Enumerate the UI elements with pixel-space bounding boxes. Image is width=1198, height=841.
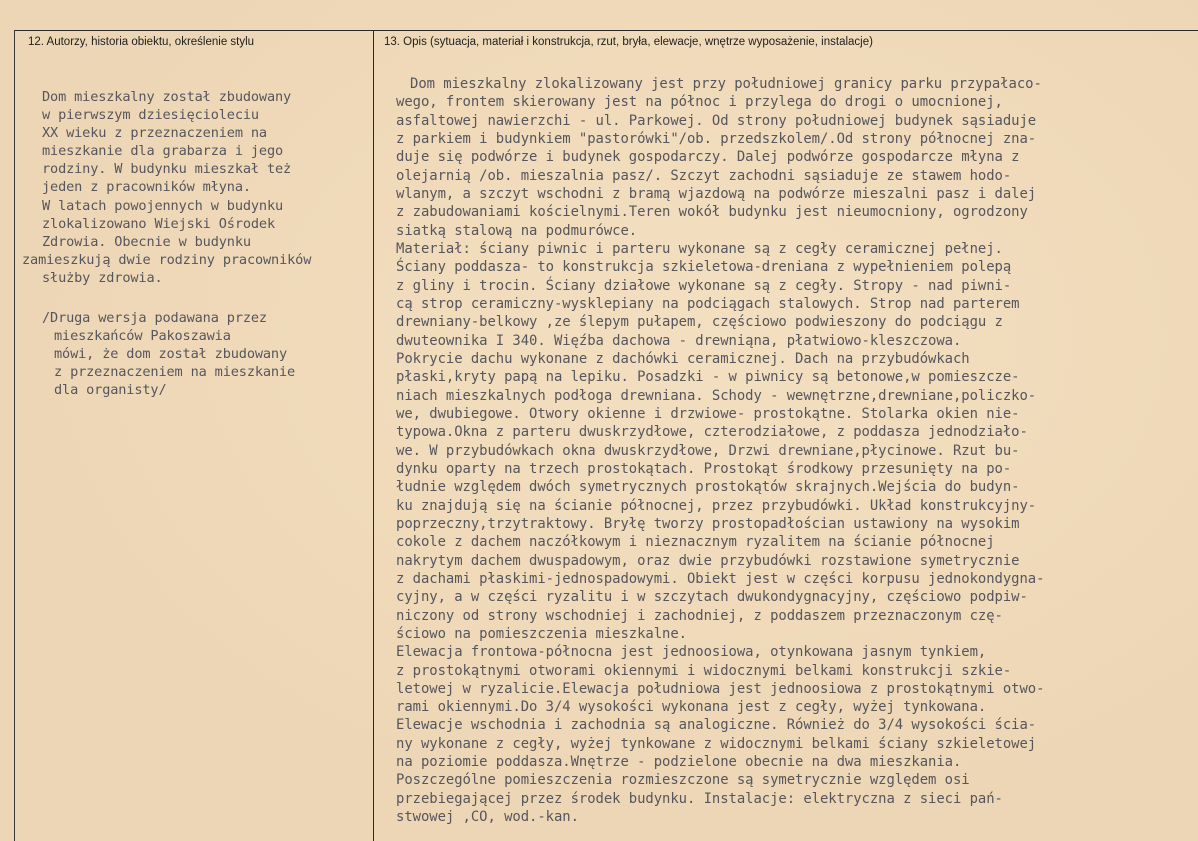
- description-line: wlanym, a szczyt wschodni z bramą wjazdową na podwórze mieszalni pasz i dalej: [396, 185, 1037, 202]
- description-line: cokole z dachem naczółkowym i nieznacznym ryzalitem na ścianie północnej: [396, 534, 995, 551]
- history-text-column: [18, 88, 311, 400]
- description-line: ku znajdują się na ścianie północnej, przez przybudówki. Układ konstrukcyjny-: [396, 497, 1037, 514]
- history-note-line: mówi, że dom został zbudowany: [54, 346, 287, 363]
- description-line: siatką stalową na podmurówce.: [396, 222, 638, 239]
- description-line: Materiał: ściany piwnic i parteru wykonane są z cegły ceramicznej pełnej.: [396, 240, 1003, 257]
- history-note-line: dla organisty/: [54, 382, 167, 399]
- description-line: niczony od strony wschodniej i zachodniej, z poddaszem przeznaczonym czę-: [396, 607, 1003, 624]
- description-line: Elewacja frontowa-północna jest jednoosiowa, otynkowana jasnym tynkiem,: [396, 644, 987, 661]
- description-line: z zabudowaniami kościelnymi.Teren wokół budynku jest nieumocniony, ogrodzony: [396, 204, 1028, 221]
- description-line: z prostokątnymi otworami okiennymi i widocznymi belkami konstrukcji szkie-: [396, 662, 1012, 679]
- description-line: olejarnią /ob. mieszalnia pasz/. Szczyt zachodni sąsiaduje ze stawem hodo-: [396, 167, 1012, 184]
- description-line: cyjny, a w części ryzalitu i w szczytach dwukondygnacyjny, częściowo podpiw-: [396, 589, 1028, 606]
- description-line: z dachami płaskimi-jednospadowymi. Obiekt jest w części korpusu jednokondygna-: [396, 570, 1045, 587]
- history-note-line: /Druga wersja podawana przez: [42, 310, 267, 327]
- description-line: dynku oparty na trzech prostokątach. Prostokąt środkowy przesunięty na po-: [396, 460, 1012, 477]
- description-line: wego, frontem skierowany jest na północ i przylega do drogi o umocnionej,: [396, 94, 1003, 111]
- description-line: niach mieszkalnych podłoga drewniana. Schody - wewnętrzne,drewniane,policzko-: [396, 387, 1037, 404]
- history-note-line: z przeznaczeniem na mieszkanie: [54, 364, 296, 381]
- form-left-border: [14, 30, 15, 841]
- description-line: łudnie względem dwóch symetrycznych prostokątów skrajnych.Wejścia do budyn-: [396, 479, 1020, 496]
- section-12-header: 12. Autorzy, historia obiektu, określenie stylu: [28, 36, 255, 48]
- description-line: typowa.Okna z parteru dwuskrzydłowe, czterodziałowe, z poddasza jednodziało-: [396, 424, 1028, 441]
- history-line: rodziny. W budynku mieszkał też: [42, 161, 292, 178]
- history-line: mieszkanie dla grabarza i jego: [42, 143, 284, 160]
- description-line: Elewacje wschodnia i zachodnia są analogiczne. Również do 3/4 wysokości ścia-: [396, 717, 1037, 734]
- column-divider: [373, 30, 374, 841]
- description-line: ściowo na pomieszczenia mieszkalne.: [396, 625, 687, 642]
- history-line: służby zdrowia.: [42, 269, 163, 286]
- description-line: we. W przybudówkach okna dwuskrzydłowe, Drzwi drewniane,płycinowe. Rzut bu-: [396, 442, 1020, 459]
- description-text-column: [396, 75, 1044, 826]
- history-line: zlokalizowano Wiejski Ośrodek: [42, 215, 275, 232]
- description-line: Pokrycie dachu wykonane z dachówki ceramicznej. Dach na przybudówkach: [396, 350, 970, 367]
- description-line: cą strop ceramiczny-wysklepiany na podciągach stalowych. Strop nad parterem: [396, 295, 1020, 312]
- description-line: poprzeczny,trzytraktowy. Bryłę tworzy prostopadłościan ustawiony na wysokim: [396, 515, 1020, 532]
- history-line: zamieszkują dwie rodziny pracowników: [22, 251, 312, 268]
- section-13-header: 13. Opis (sytuacja, materiał i konstrukcja, rzut, bryła, elewacje, wnętrze wyposażenie, instalacje): [384, 36, 873, 48]
- form-top-border: [14, 30, 1198, 31]
- history-line: w pierwszym dziesięcioleciu: [42, 107, 259, 124]
- description-line: drewniany-belkowy ,ze ślepym pułapem, częściowo podwieszony do podciągu z: [396, 314, 1003, 331]
- description-line: przebiegającej przez środek budynku. Instalacje: elektryczna z sieci pań-: [396, 790, 1003, 807]
- description-line: Poszczególne pomieszczenia rozmieszczone są symetrycznie względem osi: [396, 772, 970, 789]
- history-note-line: mieszkańców Pakoszawia: [54, 328, 231, 345]
- history-line: Zdrowia. Obecnie w budynku: [42, 233, 251, 250]
- description-line: Ściany poddasza- to konstrukcja szkieletowa-dreniana z wypełnieniem polepą: [396, 259, 1012, 276]
- description-line: we, dwubiegowe. Otwory okienne i drzwiowe- prostokątne. Stolarka okien nie-: [396, 405, 1020, 422]
- description-line: nakrytym dachem dwuspadowym, oraz dwie przybudówki rozstawione symetrycznie: [396, 552, 1020, 569]
- description-line: Dom mieszkalny zlokalizowany jest przy południowej granicy parku przypałaco-: [410, 76, 1042, 92]
- history-line: W latach powojennych w budynku: [42, 197, 284, 214]
- description-line: płaski,kryty papą na lepiku. Posadzki - w piwnicy są betonowe,w pomieszcze-: [396, 369, 1020, 386]
- description-line: z parkiem i budynkiem "pastorówki"/ob. przedszkolem/.Od strony północnej zna-: [396, 130, 1037, 147]
- history-line: Dom mieszkalny został zbudowany: [42, 89, 292, 105]
- description-line: dwuteownika I 340. Więźba dachowa - drewniąna, płatwiowo-kleszczowa.: [396, 332, 962, 349]
- description-line: duje się podwórze i budynek gospodarczy. Dalej podwórze gospodarcze młyna z: [396, 149, 1020, 166]
- history-line: XX wieku z przeznaczeniem na: [42, 125, 267, 142]
- description-line: letowej w ryzalicie.Elewacja południowa jest jednoosiowa z prostokątnymi otwo-: [396, 680, 1045, 697]
- description-line: z gliny i trocin. Ściany działowe wykonane są z cegły. Stropy - nad piwni-: [396, 277, 1012, 294]
- description-line: stwowej ,CO, wod.-kan.: [396, 809, 579, 826]
- description-line: rami okiennymi.Do 3/4 wysokości wykonana jest z cegły, wyżej tynkowana.: [396, 699, 987, 716]
- history-line: jeden z pracowników młyna.: [42, 179, 251, 196]
- description-line: na poziomie poddasza.Wnętrze - podzielone obecnie na dwa mieszkania.: [396, 754, 962, 771]
- description-line: asfaltowej nawierzchi - ul. Parkowej. Od strony południowej budynek sąsiaduje: [396, 112, 1037, 129]
- description-line: ny wykonane z cegły, wyżej tynkowane z widocznymi belkami ściany szkieletowej: [396, 735, 1037, 752]
